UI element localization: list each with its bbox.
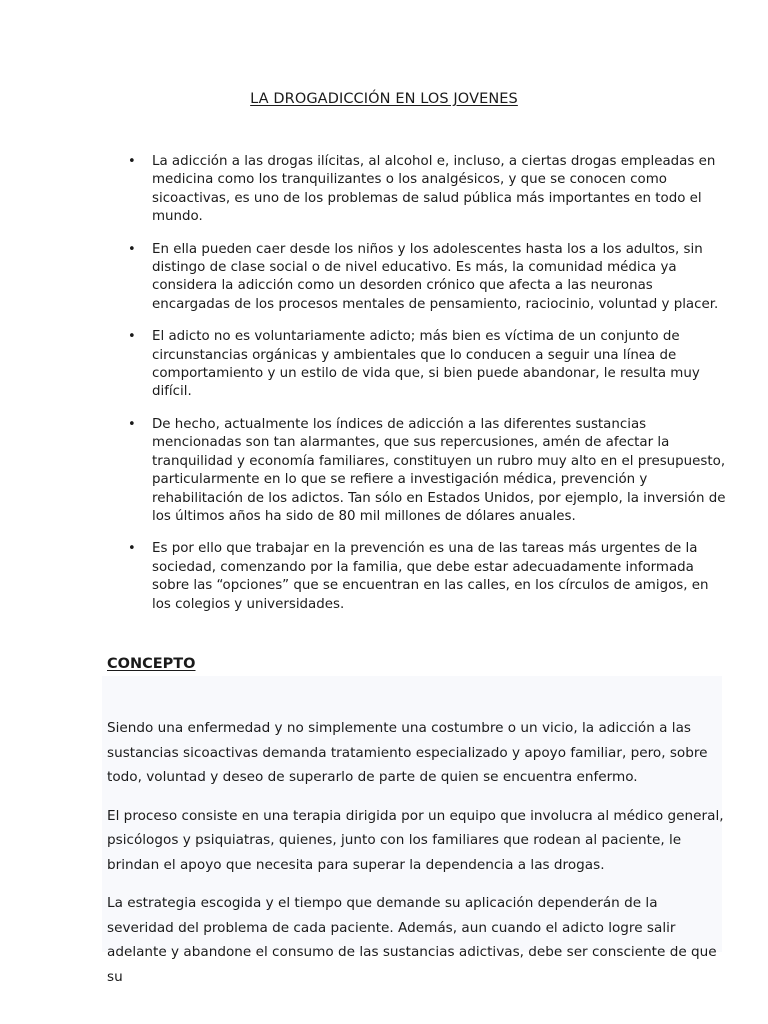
bullet-item [108, 328, 728, 402]
bullet-marker: • [128, 154, 136, 169]
bullet-item [108, 153, 728, 227]
bullet-item [108, 416, 728, 526]
bullet-list [108, 153, 728, 628]
bullet-marker: • [128, 416, 136, 432]
bullet-text: De hecho, actualmente los índices de adicción a las diferentes sustancias mencionadas son tan alarmantes, que sus repercusiones, amén de afectar la tranquilidad y economía familiares, constituyen un rubro muy alto en el presupuesto, particularmente en lo que se refiere a investigación médica, prevención y rehabilitación de los adictos. Tan sólo en Estados Unidos, por ejemplo, la inversión de los últimos años ha sido de 80 mil millones de dólares anuales. [152, 416, 726, 524]
paragraph: Siendo una enfermedad y no simplemente una costumbre o un vicio, la adicción a las sustancias sicoactivas demanda tratamiento especializado y apoyo familiar, pero, sobre todo, voluntad y deseo de superarlo de parte de quien se encuentra enfermo. [107, 720, 708, 785]
paragraph: El proceso consiste en una terapia dirigida por un equipo que involucra al médico general, psicólogos y psiquiatras, quienes, junto con los familiares que rodean al paciente, le brindan el apoyo que necesita para superar la dependencia a las drogas. [107, 807, 724, 873]
bullet-marker: • [128, 241, 136, 257]
bullet-marker: • [128, 329, 136, 345]
bullet-text: La adicción a las drogas ilícitas, al alcohol e, incluso, a ciertas drogas empleadas en medicina como los tranquilizantes o los analgésicos, y que se conocen como sicoactivas, es uno de los problemas de salud pública más importantes en todo el mundo. [152, 154, 716, 225]
bullet-text: El adicto no es voluntariamente adicto; más bien es víctima de un conjunto de circunstancias orgánicas y ambientales que lo conducen a seguir una línea de comportamiento y un estilo de vida que, si bien puede abandonar, le resulta muy difícil. [152, 329, 700, 400]
concepto-paragraphs [107, 716, 725, 1003]
paragraph: La estrategia escogida y el tiempo que demande su aplicación dependerán de la severidad del problema de cada paciente. Además, aun cuando el adicto logre salir adelante y abandone el consumo de las sustancias adictivas, debe ser consciente de que su [107, 895, 717, 985]
section-heading-concepto: CONCEPTO [107, 656, 196, 672]
bullet-marker: • [128, 541, 136, 557]
bullet-item [108, 241, 728, 315]
bullet-text: Es por ello que trabajar en la prevención es una de las tareas más urgentes de la sociedad, comenzando por la familia, que debe estar adecuadamente informada sobre las “opciones” que se encuentran en las calles, en los círculos de amigos, en los colegios y universidades. [152, 541, 709, 612]
bullet-text: En ella pueden caer desde los niños y los adolescentes hasta los a los adultos, sin distingo de clase social o de nivel educativo. Es más, la comunidad médica ya considera la adicción como un desorden crónico que afecta a las neuronas encargadas de los procesos mentales de pensamiento, raciocinio, voluntad y placer. [152, 241, 719, 312]
bullet-item [108, 540, 728, 614]
document-title: LA DROGADICCIÓN EN LOS JOVENES [250, 91, 518, 107]
